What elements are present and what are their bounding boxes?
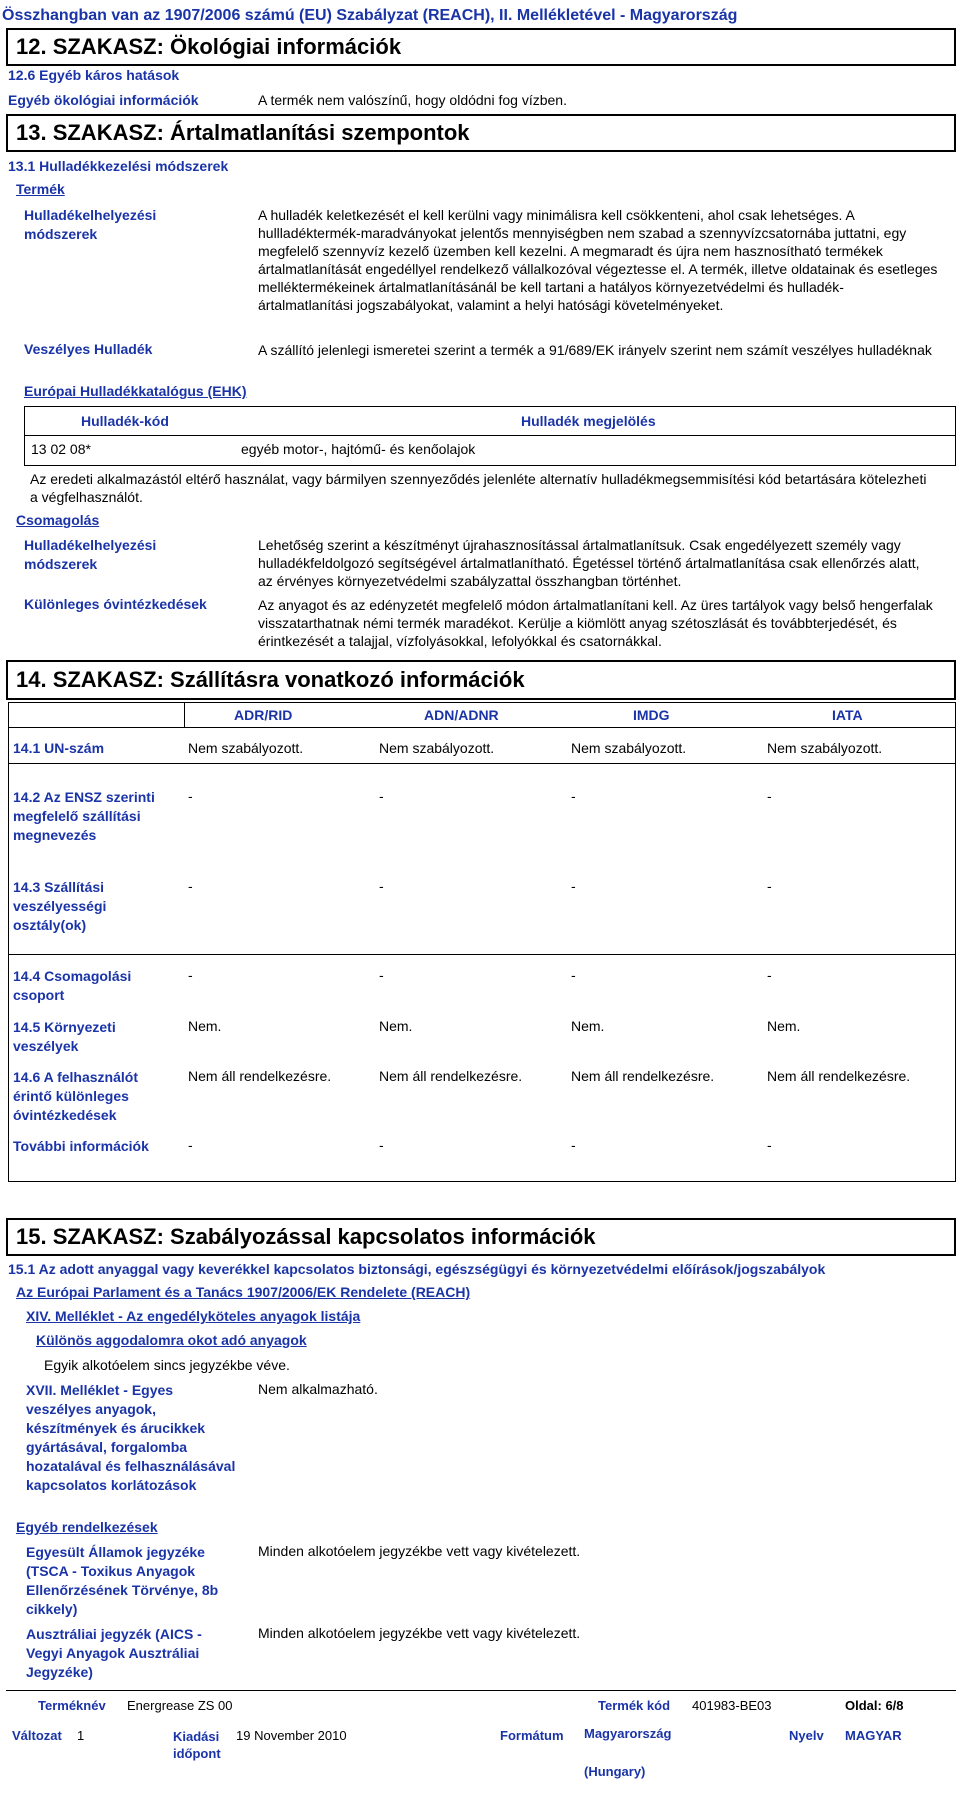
section-12-title: 12. SZAKASZ: Ökológiai információk [16, 34, 402, 59]
section-15-box [6, 1218, 956, 1256]
s15-annex17-label: XVII. Melléklet - Egyes veszélyes anyagok, készítmények és árucikkek gyártásával, forgalomba hozatalával és felhasználásával kapcsolatos korlátozások [26, 1382, 236, 1493]
s13-pack-disposal-label: Hulladékelhelyezési módszerek [24, 537, 157, 572]
footer-version: 1 [77, 1728, 85, 1743]
transport-row-class-adr: - [188, 878, 193, 894]
transport-row-further-adn: - [379, 1137, 384, 1153]
s15-tsca-label: Egyesült Államok jegyzéke (TSCA - Toxikus Anyagok Ellenőrzésének Törvénye, 8b cikkely) [26, 1544, 219, 1617]
footer-format-value-2: (Hungary) [584, 1764, 646, 1779]
transport-row-packing-adr: - [188, 967, 193, 983]
section-13-box [6, 114, 956, 152]
transport-row-un-adn: Nem szabályozott. [379, 740, 495, 756]
s13-precautions-label: Különleges óvintézkedések [24, 596, 207, 612]
transport-row-name-adr: - [188, 788, 193, 804]
transport-row-precaution-adn: Nem áll rendelkezésre. [379, 1068, 523, 1084]
s15-aics-value: Minden alkotóelem jegyzékbe vett vagy kivételezett. [258, 1625, 581, 1641]
footer-product-code: 401983-BE03 [692, 1698, 772, 1713]
transport-row-class-adn: - [379, 878, 384, 894]
s13-hazardous-text: A szállító jelenlegi ismeretei szerint a termék a 91/689/EK irányelv szerint nem számít veszélyes hulladéknak [258, 342, 932, 358]
waste-table-code: 13 02 08* [31, 441, 91, 457]
transport-row-further-iata: - [767, 1137, 772, 1153]
s13-packaging-heading: Csomagolás [16, 512, 100, 528]
transport-row-un-imdg: Nem szabályozott. [571, 740, 687, 756]
footer-version-label: Változat [12, 1728, 62, 1743]
transport-table [8, 702, 956, 1182]
transport-row-precaution-iata: Nem áll rendelkezésre. [767, 1068, 911, 1084]
transport-row-env-imdg: Nem. [571, 1018, 605, 1034]
footer-page-number: Oldal: 6/8 [845, 1698, 904, 1713]
transport-row-name-adn: - [379, 788, 384, 804]
transport-col-adr: ADR/RID [234, 707, 293, 723]
s15-tsca-value: Minden alkotóelem jegyzékbe vett vagy kivételezett. [258, 1543, 581, 1559]
s12-other-eco-value: A termék nem valószínű, hogy oldódni fog vízben. [258, 92, 567, 108]
footer-divider [6, 1690, 956, 1691]
s15-reach: Az Európai Parlament és a Tanács 1907/2006/EK Rendelete (REACH) [16, 1284, 471, 1300]
footer-language: MAGYAR [845, 1728, 902, 1743]
s12-other-eco-label: Egyéb ökológiai információk [8, 92, 199, 108]
transport-row-packing-iata: - [767, 967, 772, 983]
section-12-box [6, 28, 956, 66]
transport-row-name-label: 14.2 Az ENSZ szerinti megfelelő szállítási megnevezés [13, 789, 155, 843]
transport-row-un-adr: Nem szabályozott. [188, 740, 304, 756]
waste-table-desc: egyéb motor-, hajtómű- és kenőolajok [241, 441, 476, 457]
footer-format-label: Formátum [500, 1728, 564, 1743]
footer-issue-date: 19 November 2010 [236, 1728, 347, 1743]
s13-product-heading: Termék [16, 181, 65, 197]
section-14-title: 14. SZAKASZ: Szállításra vonatkozó információk [16, 667, 525, 692]
transport-row-name-imdg: - [571, 788, 576, 804]
transport-row-un-iata: Nem szabályozott. [767, 740, 883, 756]
s15-annex14: XIV. Melléklet - Az engedélyköteles anyagok listája [26, 1308, 361, 1324]
s13-precautions-text: Az anyagot és az edényzetét megfelelő módon ártalmatlanítani kell. Az üres tartályok vagy belső hengerfalak visszatarthatnak némi termék maradékot. Kerülje a kiömlött anyag szétoszlását és továbbterjedését, és érintkezését a talajjal, vízfolyásokkal, lefolyókkal és csatornákkal. [258, 597, 933, 649]
transport-row-env-adn: Nem. [379, 1018, 413, 1034]
transport-row-class-imdg: - [571, 878, 576, 894]
transport-row-further-label: További információk [13, 1138, 149, 1154]
transport-row-env-adr: Nem. [188, 1018, 222, 1034]
s12-subheading: 12.6 Egyéb káros hatások [8, 67, 180, 83]
s15-svhc-text: Egyik alkotóelem sincs jegyzékbe véve. [44, 1357, 290, 1373]
transport-row-packing-adn: - [379, 967, 384, 983]
footer-issue-label: Kiadási időpont [173, 1729, 221, 1761]
transport-row-env-iata: Nem. [767, 1018, 801, 1034]
s13-subheading: 13.1 Hulladékkezelési módszerek [8, 158, 229, 174]
footer-format-value: Magyarország [584, 1726, 672, 1741]
regulation-header: Összhangban van az 1907/2006 számú (EU) Szabályzat (REACH), II. Mellékletével - Magyarország [2, 7, 738, 24]
footer-product-name-label: Terméknév [38, 1698, 106, 1713]
transport-row-class-label: 14.3 Szállítási veszélyességi osztály(ok) [13, 879, 107, 933]
transport-row-precaution-adr: Nem áll rendelkezésre. [188, 1068, 332, 1084]
transport-row-precaution-label: 14.6 A felhasználót érintő különleges óvintézkedések [13, 1069, 139, 1123]
s15-subheading: 15.1 Az adott anyaggal vagy keverékkel kapcsolatos biztonsági, egészségügyi és környezetvédelmi előírások/jogszabályok [8, 1261, 826, 1277]
footer-product-code-label: Termék kód [598, 1698, 671, 1713]
s15-other-heading: Egyéb rendelkezések [16, 1519, 158, 1535]
transport-row-packing-label: 14.4 Csomagolási csoport [13, 968, 132, 1003]
s15-annex17-value: Nem alkalmazható. [258, 1381, 378, 1397]
s13-ehk-heading: Európai Hulladékkatalógus (EHK) [24, 383, 247, 399]
footer-language-label: Nyelv [789, 1728, 824, 1743]
s15-svhc-heading: Különös aggodalomra okot adó anyagok [36, 1332, 307, 1348]
s13-hazardous-label: Veszélyes Hulladék [24, 341, 153, 357]
section-14-box [6, 660, 956, 700]
footer-product-name: Energrease ZS 00 [127, 1698, 233, 1713]
transport-row-packing-imdg: - [571, 967, 576, 983]
transport-row-un-label: 14.1 UN-szám [13, 740, 105, 756]
transport-row-further-imdg: - [571, 1137, 576, 1153]
transport-col-adn: ADN/ADNR [424, 707, 499, 723]
transport-col-iata: IATA [832, 707, 863, 723]
transport-row-env-label: 14.5 Környezeti veszélyek [13, 1019, 116, 1054]
section-13-title: 13. SZAKASZ: Ártalmatlanítási szempontok [16, 120, 470, 145]
transport-row-further-adr: - [188, 1137, 193, 1153]
waste-table-col-code: Hulladék-kód [81, 413, 169, 429]
transport-col-imdg: IMDG [633, 707, 670, 723]
s13-pack-disposal-text: Lehetőség szerint a készítményt újrahasznosítással ártalmatlanítsuk. Csak engedélyezett személy vagy hulladékfeldolgozó segítségével ártalmatlanítható. Égetéssel történő ártalmatlanítása csak ellenőrzés alatt, az érvényes környezetvédelmi szabályzattal összhangban történhet. [258, 537, 920, 589]
s15-aics-label: Ausztráliai jegyzék (AICS - Vegyi Anyagok Ausztráliai Jegyzéke) [26, 1626, 202, 1680]
s13-disposal-text: A hulladék keletkezését el kell kerülni vagy minimálisra kell csökkenteni, ahol csak lehetséges. A hullladéktermék-maradványokat jelentős mennyiségben nem szabad a szennyvízcsatornába juttatni, egy megfelelő szennyvíz kezelő üzemben kell kezelni. A megmaradt és újra nem hasznosítható termékek ártalmatlanítását engedéllyel rendelkező vállalkozóval végeztesse el. A termék, illetve oldatainak és esetleges melléktermékeinek ártalmatlanításánál be kell tartani a hatályos környezetvédelmi és hulladék-ártalmatlanítási jogszabályokat, valamint a helyi hatósági követelményeket. [258, 207, 938, 313]
transport-row-class-iata: - [767, 878, 772, 894]
s13-note: Az eredeti alkalmazástól eltérő használat, vagy bármilyen szennyeződés jelenléte alternatív hulladékmegsemmisítési kód betartására kötelezheti a végfelhasználót. [30, 471, 927, 505]
s13-disposal-label: Hulladékelhelyezési módszerek [24, 207, 157, 242]
transport-row-name-iata: - [767, 788, 772, 804]
transport-row-precaution-imdg: Nem áll rendelkezésre. [571, 1068, 715, 1084]
section-15-title: 15. SZAKASZ: Szabályozással kapcsolatos információk [16, 1224, 596, 1249]
waste-code-table [24, 406, 956, 466]
waste-table-col-desc: Hulladék megjelölés [521, 413, 656, 429]
